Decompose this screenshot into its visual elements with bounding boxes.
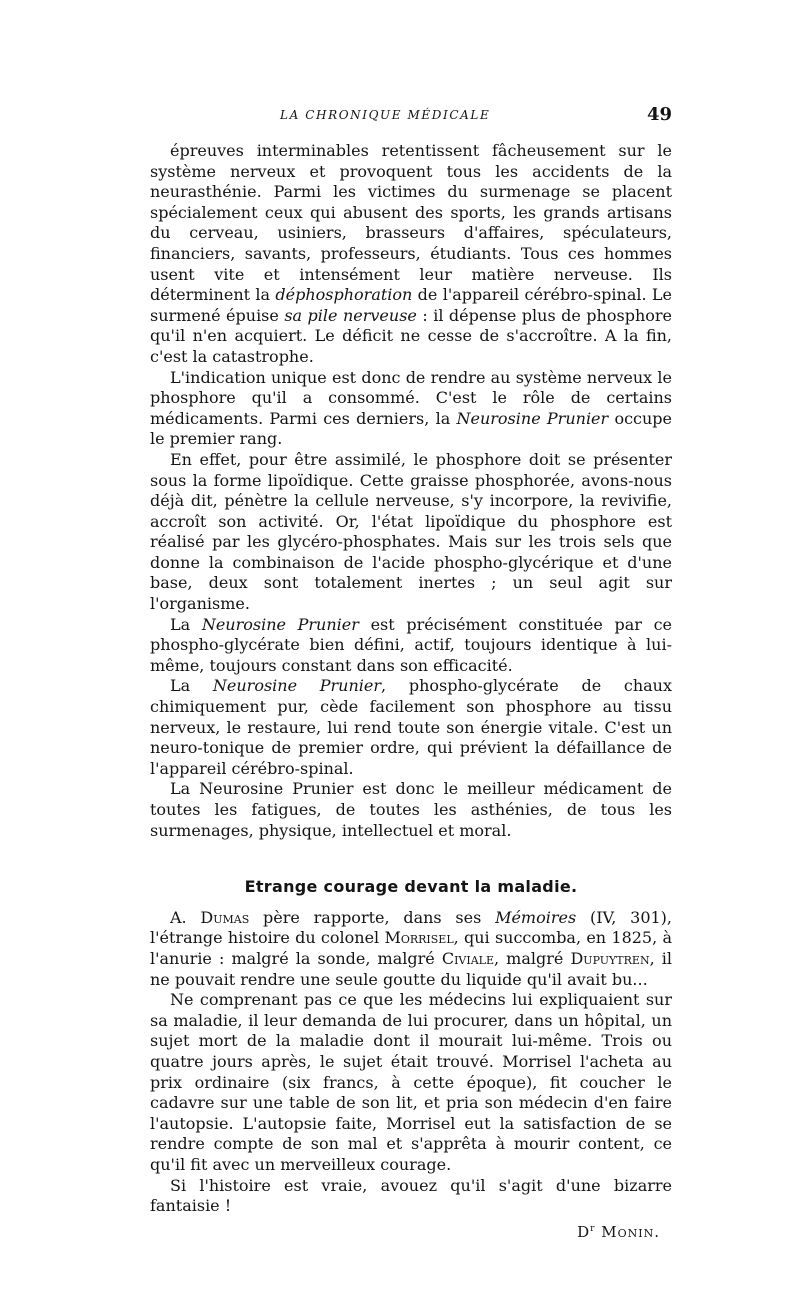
italic-term: Neurosine Prunier: [201, 614, 359, 634]
running-title: LA CHRONIQUE MÉDICALE: [280, 108, 491, 122]
paragraph-5: [150, 676, 672, 779]
paragraph-8: [150, 990, 672, 1175]
text-run: Ne comprenant pas ce que les médecins lui expliquaient sur sa maladie, il leur demanda de lui procurer, dans un hôpital, un sujet mort de la maladie dont il mourait lui-même. Trois ou quatre jours après, le sujet était trouvé. Morrisel l'acheta au prix ordinaire (six francs, à cette époque), fit coucher le cadavre sur une table de son lit, et pria son médecin d'en faire l'autopsie. L'autopsie faite, Morrisel eut la satisfaction de se rendre compte de son mal et s'apprêta à mourir content, ce qu'il fit avec un merveilleux courage.: [150, 990, 672, 1174]
italic-term: Neurosine Prunier: [456, 408, 609, 428]
text-run: occupe le premier rang.: [150, 408, 673, 449]
running-head: [150, 104, 672, 128]
section-heading: Etrange courage devant la maladie.: [244, 877, 578, 897]
person-name: Civiale: [441, 948, 494, 968]
italic-term: Neurosine Prunier: [212, 676, 382, 696]
text-run: , il ne pouvait rendre une seule goutte du liquide qu'il avait bu...: [150, 948, 673, 989]
text-run: (IV, 301), l'étrange histoire du colonel: [150, 907, 672, 948]
paragraph-7: [150, 908, 672, 990]
text-run: , phospho-glycérate de chaux chimiquement pur, cède facilement son phosphore au tissu nerveux, le restaure, lui rend toute son énergie vitale. C'est un neuro-tonique de premier ordre, qui prévient la défaillance de l'appareil cérébro-spinal.: [150, 676, 673, 778]
text-run: , qui succomba, en 1825, à l'anurie : malgré la sonde, malgré: [150, 928, 673, 968]
text-run: de l'appareil cérébro-spinal. Le surmené épuise: [150, 285, 673, 325]
person-name: Morrisel: [384, 928, 454, 948]
paragraph-1: [150, 141, 672, 368]
text-run: épreuves interminables retentissent fâcheusement sur le système nerveux et provoquent tous les accidents de la neurasthénie. Parmi les victimes du surmenage se placent spécialement ceux qui abusent des sports, les grands artisans du cerveau, usiniers, brasseurs d'affaires, spéculateurs, financiers, savants, professeurs, étudiants. Tous ces hommes usent vite et intensément leur matière nerveuse. Ils déterminent la: [150, 141, 672, 305]
text-run: , malgré: [494, 948, 571, 968]
text-run: En effet, pour être assimilé, le phosphore doit se présenter sous la forme lipoïdique. Cette graisse phosphorée, avons-nous déjà dit, pénètre la cellule nerveuse, s'y incorpore, la revivifie, accroît son activité. Or, l'état lipoïdique du phosphore est réalisé par les glycéro-phosphates. Mais sur les trois sels que donne la combinaison de l'acide phospho-glycérique et d'une base, deux sont totalement inertes ; un seul agit sur l'organisme.: [150, 449, 672, 614]
signature-title: D: [577, 1222, 591, 1241]
paragraph-4: [150, 615, 672, 677]
italic-title: Mémoires: [495, 907, 577, 927]
italic-term: sa pile nerveuse: [284, 305, 417, 325]
person-name: Dupuytren: [570, 948, 650, 968]
text-run: La: [170, 676, 213, 696]
italic-term: déphosphoration: [275, 285, 413, 305]
signature-name: Monin.: [601, 1222, 660, 1241]
paragraph-9: [150, 1176, 672, 1217]
text-run: Si l'histoire est vraie, avouez qu'il s'agit d'une bizarre fantaisie !: [150, 1175, 672, 1216]
paragraph-3: [150, 450, 672, 615]
person-name: A. Dumas: [170, 907, 250, 927]
signature: [150, 1219, 672, 1243]
text-block: [150, 141, 672, 1242]
paragraph-6: [150, 779, 672, 841]
text-run: : il dépense plus de phosphore qu'il n'en acquiert. Le déficit ne cesse de s'accroître. A la fin, c'est la catastrophe.: [150, 305, 672, 366]
text-run: père rapporte, dans ses: [249, 907, 496, 927]
text-run: L'indication unique est donc de rendre au système nerveux le phosphore qu'il a consommé. C'est le rôle de certains médicaments. Parmi ces derniers, la: [150, 367, 672, 428]
page-number: 49: [646, 104, 672, 125]
paragraph-2: [150, 368, 672, 450]
text-run: La Neurosine Prunier est donc le meilleur médicament de toutes les fatigues, de toutes les asthénies, de tous les surmenages, physique, intellectuel et moral.: [150, 779, 672, 840]
text-run: La: [170, 614, 202, 634]
text-run: est précisément constituée par ce phospho-glycérate bien défini, actif, toujours identique à lui-même, toujours constant dans son efficacité.: [150, 614, 673, 675]
signature-title-sup: r: [590, 1223, 596, 1234]
